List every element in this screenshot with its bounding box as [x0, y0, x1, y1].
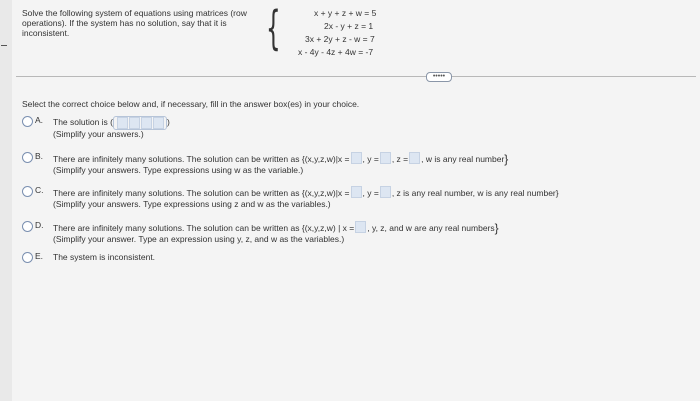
- y-label: y =: [367, 154, 379, 164]
- radio-button-d[interactable]: [22, 221, 33, 232]
- radio-button-a[interactable]: [22, 116, 33, 127]
- choice-b-tail: w is any real number: [425, 154, 505, 164]
- choice-d-text: There are infinitely many solutions. The solution can be written as: [53, 223, 300, 233]
- problem-line: Solve the following system of equations using matrices (row: [22, 8, 247, 18]
- answer-box-1[interactable]: [117, 117, 128, 129]
- choice-b-text: There are infinitely many solutions. The solution can be written as: [53, 154, 300, 164]
- z-label: z =: [396, 154, 409, 164]
- equation-4: x - 4y - 4z + 4w = -7: [298, 47, 374, 57]
- minus-icon[interactable]: [1, 45, 7, 46]
- equation-system: [262, 1, 402, 60]
- equation-3: 3x + 2y + z - w = 7: [305, 34, 375, 44]
- instruction-text: Select the correct choice below and, if necessary, fill in the answer box(es) in your choice.: [22, 99, 360, 109]
- choice-b-hint: (Simplify your answers. Type expressions using w as the variable.): [53, 165, 304, 175]
- problem-line: inconsistent.: [22, 28, 70, 38]
- choice-a-text: The solution is (: [53, 117, 113, 127]
- y-answer-box[interactable]: [380, 186, 391, 198]
- choice-letter: C.: [35, 185, 44, 195]
- close-brace-icon: }: [494, 221, 499, 235]
- choice-a-hint: (Simplify your answers.): [53, 129, 144, 139]
- answer-box-3[interactable]: [141, 117, 152, 129]
- choice-a-close: ): [167, 117, 170, 127]
- x-answer-box[interactable]: [355, 221, 366, 233]
- choice-b-line: There are infinitely many solutions. The solution can be written as {(x,y,z,w)|x = , y = , z = , w is any real number}: [53, 152, 509, 166]
- left-brace-icon: {: [266, 1, 281, 55]
- choice-d-line: There are infinitely many solutions. The solution can be written as {(x,y,z,w) | x = , y, z, and w are any real numbers}: [53, 221, 499, 235]
- choice-e[interactable]: [22, 252, 422, 264]
- x-answer-box[interactable]: [351, 152, 362, 164]
- choice-d-tail: y, z, and w are any real numbers: [371, 223, 495, 233]
- left-sidebar-strip: [0, 0, 12, 401]
- choice-letter: B.: [35, 151, 44, 161]
- choice-c-line: There are infinitely many solutions. The solution can be written as {(x,y,z,w)|x = , y = , z is any real number, w is any real number}: [53, 188, 559, 198]
- radio-button-b[interactable]: [22, 152, 33, 163]
- problem-line: operations). If the system has no solution, say that it is: [22, 18, 227, 28]
- choice-d-hint: (Simplify your answer. Type an expression using y, z, and w as the variables.): [53, 234, 345, 244]
- more-options-button[interactable]: •••••: [426, 72, 452, 82]
- y-answer-box[interactable]: [380, 152, 391, 164]
- solution-tuple-boxes: [113, 116, 167, 130]
- choice-letter: A.: [35, 115, 44, 125]
- choice-c-hint: (Simplify your answers. Type expressions using z and w as the variables.): [53, 199, 331, 209]
- choice-c[interactable]: [22, 186, 682, 208]
- y-label: y =: [367, 188, 379, 198]
- choice-a-line: [53, 116, 170, 130]
- x-answer-box[interactable]: [351, 186, 362, 198]
- radio-button-e[interactable]: [22, 252, 33, 263]
- close-brace-icon: }: [504, 152, 509, 166]
- choice-letter: D.: [35, 220, 44, 230]
- choice-e-text: The system is inconsistent.: [53, 252, 156, 262]
- set-open-d: {(x,y,z,w) | x =: [301, 223, 355, 233]
- choice-letter: E.: [35, 251, 44, 261]
- radio-button-c[interactable]: [22, 186, 33, 197]
- equation-2: 2x - y + z = 1: [324, 21, 374, 31]
- answer-box-2[interactable]: [129, 117, 140, 129]
- choice-c-text: There are infinitely many solutions. The solution can be written as: [53, 188, 300, 198]
- section-divider: [16, 76, 696, 77]
- problem-statement: [22, 8, 262, 38]
- choice-d[interactable]: [22, 221, 682, 243]
- equation-1: x + y + z + w = 5: [314, 8, 377, 18]
- choice-c-tail: z is any real number, w is any real number}: [396, 188, 559, 198]
- set-open-c: {(x,y,z,w)|x =: [301, 188, 350, 198]
- z-answer-box[interactable]: [409, 152, 420, 164]
- set-open-b: {(x,y,z,w)|x =: [301, 154, 350, 164]
- choice-b[interactable]: [22, 152, 682, 174]
- choice-a[interactable]: [22, 116, 682, 138]
- answer-box-4[interactable]: [153, 117, 164, 129]
